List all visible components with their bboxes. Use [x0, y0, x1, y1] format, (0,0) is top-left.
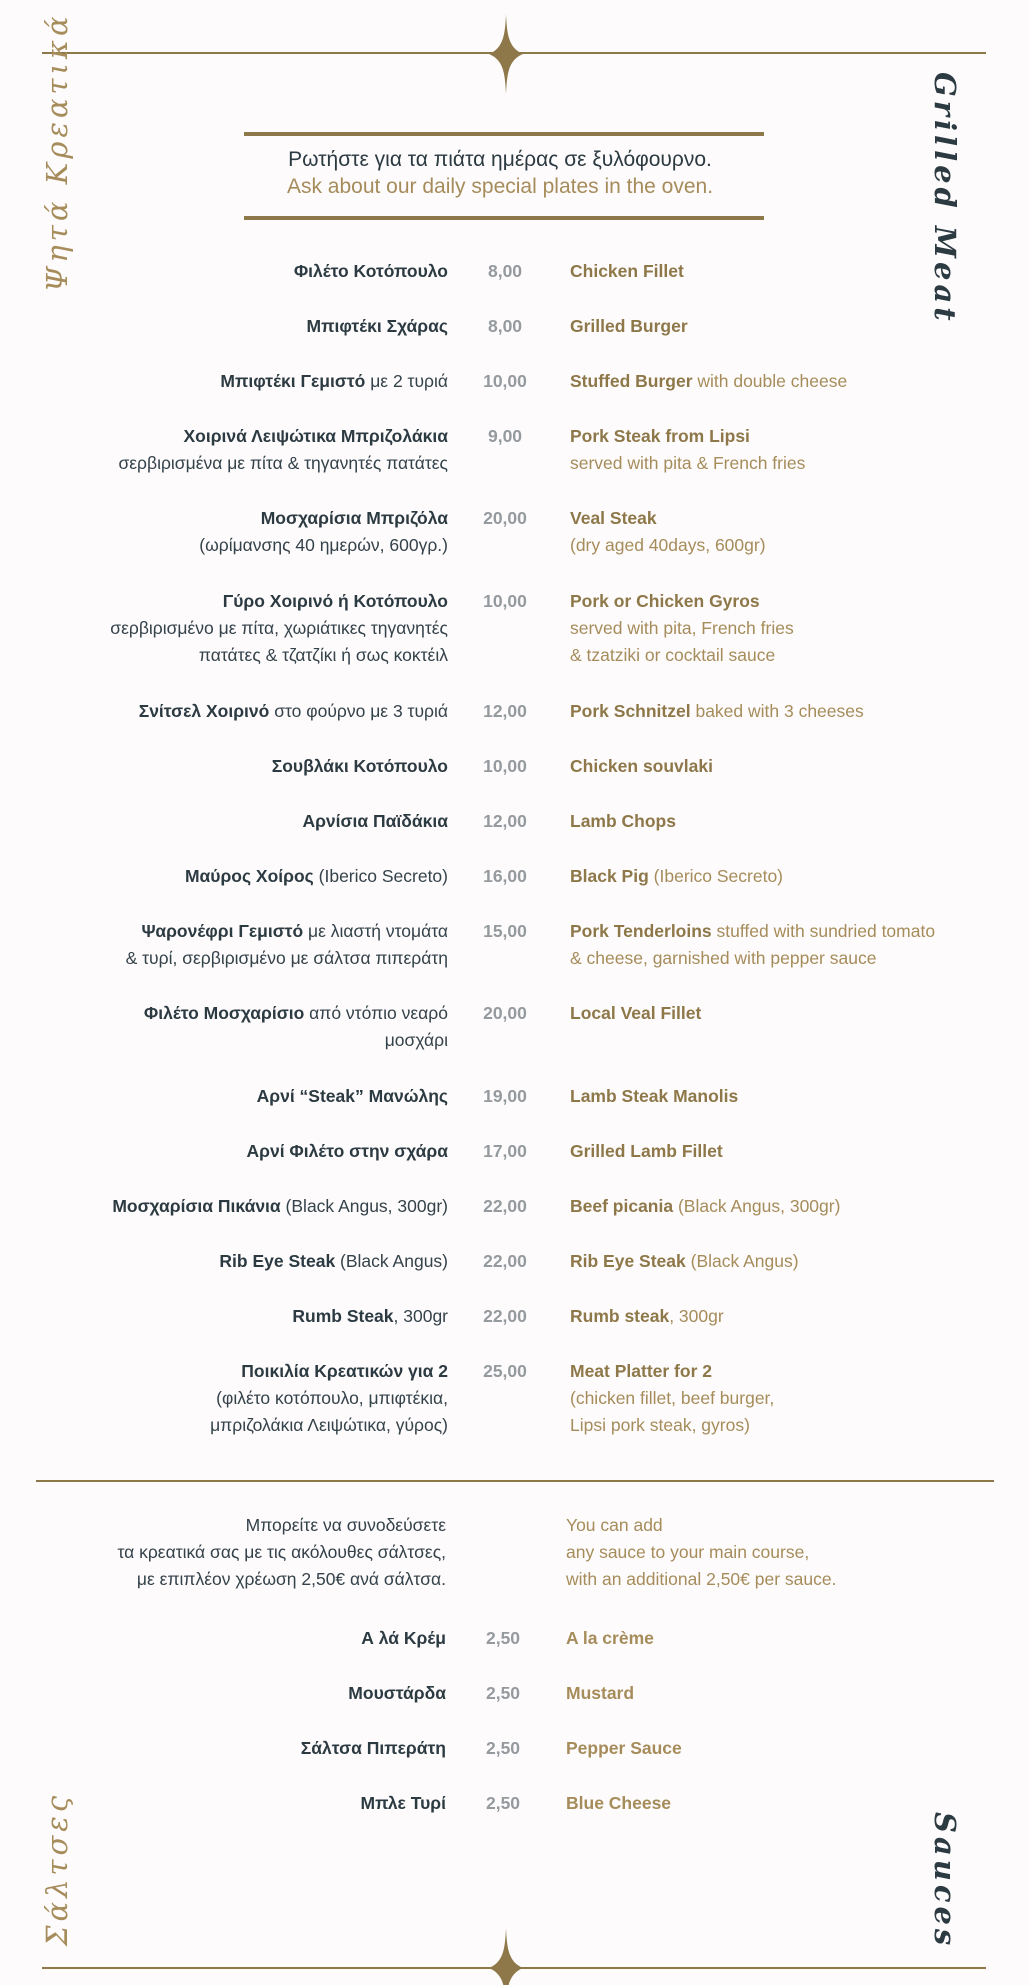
menu-item-greek [28, 753, 448, 780]
sauce-note-english-line: any sauce to your main course, [566, 1542, 810, 1562]
side-title-sauces-english: Sauces [928, 1812, 962, 1950]
menu-item-english-name: Local Veal Fillet [570, 1003, 702, 1023]
menu-item-greek [28, 918, 448, 972]
sauce-greek-name: Μπλε Τυρί [360, 1793, 446, 1813]
menu-item-english [570, 1138, 990, 1165]
menu-item-price: 15,00 [483, 921, 527, 941]
menu-item-english-name: Grilled Burger [570, 316, 688, 336]
sauce-greek [26, 1735, 446, 1762]
menu-item-greek [28, 1138, 448, 1165]
menu-item-greek-name: Αρνί “Steak” Μανώλης [256, 1086, 448, 1106]
sauce-greek-name: Α λά Κρέμ [361, 1628, 446, 1648]
menu-item-price: 25,00 [483, 1361, 527, 1381]
menu-item-greek-name: Σνίτσελ Χοιρινό [138, 701, 270, 721]
menu-item-greek-extra: με λιαστή ντομάτα [303, 921, 448, 941]
menu-item-greek-description: (ωρίμανσης 40 ημερών, 600γρ.) [199, 535, 448, 555]
menu-item-greek-description: σερβιρισμένα με πίτα & τηγανητές πατάτες [118, 453, 448, 473]
menu-item-english-name: Lamb Steak Manolis [570, 1086, 739, 1106]
menu-item-greek-name: Μπιφτέκι Σχάρας [306, 316, 448, 336]
menu-item-greek-extra: με 2 τυριά [365, 371, 448, 391]
menu-item-price: 8,00 [487, 316, 523, 336]
menu-item-english [570, 505, 990, 559]
menu-item-english-description: & tzatziki or cocktail sauce [570, 645, 776, 665]
menu-item-greek [28, 1193, 448, 1220]
sauce-price: 2,50 [485, 1628, 521, 1648]
menu-item-english [570, 1000, 990, 1027]
sauce-greek-name: Μουστάρδα [348, 1683, 446, 1703]
menu-item-english [570, 368, 990, 395]
intro-top-rule [244, 132, 764, 136]
menu-item-english [570, 863, 990, 890]
sauce-note-english-line: You can add [566, 1515, 663, 1535]
sauce-english [566, 1735, 986, 1762]
menu-item-greek-name: Rumb Steak [292, 1306, 394, 1326]
menu-item-price: 10,00 [483, 371, 527, 391]
menu-item-english-name: Pork or Chicken Gyros [570, 591, 760, 611]
sauce-greek [26, 1790, 446, 1817]
menu-item-greek-name: Φιλέτο Κοτόπουλο [293, 261, 448, 281]
menu-item-price: 20,00 [483, 1003, 527, 1023]
star-ornament-icon [489, 14, 523, 94]
menu-item-greek [28, 588, 448, 669]
sauce-note-greek-line: με επιπλέον χρέωση 2,50€ ανά σάλτσα. [136, 1569, 446, 1589]
menu-item-greek-extra: στο φούρνο με 3 τυριά [269, 701, 448, 721]
menu-item-english [570, 753, 990, 780]
menu-item-greek [28, 313, 448, 340]
menu-item-price: 22,00 [483, 1306, 527, 1326]
menu-item-greek-description: μοσχάρι [384, 1030, 448, 1050]
menu-item-greek [28, 1000, 448, 1054]
menu-item-english [570, 588, 990, 669]
menu-item-greek [28, 863, 448, 890]
menu-item-greek [28, 423, 448, 477]
menu-item-price: 12,00 [483, 811, 527, 831]
menu-item-price: 17,00 [483, 1141, 527, 1161]
menu-item-greek-name: Σουβλάκι Κοτόπουλο [271, 756, 448, 776]
intro-bottom-rule [244, 216, 764, 220]
side-title-grilled-meat-english: Grilled Meat [928, 72, 962, 325]
menu-item-english-extra: (Black Angus) [685, 1251, 799, 1271]
menu-item-greek-name: Rib Eye Steak [219, 1251, 336, 1271]
sauce-english [566, 1625, 986, 1652]
sauce-note-greek-line: τα κρεατικά σας με τις ακόλουθες σάλτσες, [117, 1542, 446, 1562]
menu-item-english [570, 313, 990, 340]
menu-item-english-description: served with pita & French fries [570, 453, 806, 473]
sauce-english-name: Pepper Sauce [566, 1738, 682, 1758]
menu-item-greek-description: (φιλέτο κοτόπουλο, μπιφτέκια, [216, 1388, 448, 1408]
menu-item-english-name: Pork Tenderloins [570, 921, 712, 941]
menu-item-greek-name: Φιλέτο Μοσχαρίσιο [143, 1003, 305, 1023]
menu-item-greek-name: Γύρο Χοιρινό ή Κοτόπουλο [222, 591, 448, 611]
sauce-price: 2,50 [485, 1738, 521, 1758]
menu-item-greek-name: Αρνίσια Παϊδάκια [302, 811, 448, 831]
menu-item-price: 12,00 [483, 701, 527, 721]
menu-item-price: 10,00 [483, 591, 527, 611]
menu-item-english-extra: baked with 3 cheeses [690, 701, 864, 721]
menu-item-english [570, 423, 990, 477]
menu-item-english-description: & cheese, garnished with pepper sauce [570, 948, 877, 968]
menu-item-greek [28, 1248, 448, 1275]
menu-item-english-name: Rumb steak [570, 1306, 670, 1326]
menu-item-english [570, 1303, 990, 1330]
intro-notice [230, 146, 770, 200]
menu-item-greek [28, 368, 448, 395]
menu-item-price: 19,00 [483, 1086, 527, 1106]
menu-item-english-name: Veal Steak [570, 508, 657, 528]
sauce-price: 2,50 [485, 1683, 521, 1703]
menu-item-english [570, 918, 990, 972]
menu-item-english [570, 808, 990, 835]
menu-item-english-extra: with double cheese [692, 371, 848, 391]
menu-item-greek-description: σερβιρισμένο με πίτα, χωριάτικες τηγανητές [110, 618, 448, 638]
menu-item-price: 10,00 [483, 756, 527, 776]
menu-item-english-description: (dry aged 40days, 600gr) [570, 535, 766, 555]
sauce-english-name: A la crème [566, 1628, 654, 1648]
sauce-greek [26, 1680, 446, 1707]
menu-item-greek [28, 258, 448, 285]
menu-item-english-extra: , 300gr [669, 1306, 724, 1326]
sauce-english-name: Mustard [566, 1683, 635, 1703]
menu-item-greek-description: μπριζολάκια Λειψώτικα, γύρος) [210, 1415, 448, 1435]
menu-item-greek-extra: από ντόπιο νεαρό [304, 1003, 448, 1023]
menu-item-price: 22,00 [483, 1251, 527, 1271]
menu-item-english-extra: stuffed with sundried tomato [711, 921, 936, 941]
menu-item-greek [28, 505, 448, 559]
menu-item-english [570, 698, 990, 725]
menu-item-greek-name: Ποικιλία Κρεατικών για 2 [241, 1361, 448, 1381]
sauce-note-english [566, 1512, 986, 1593]
sauce-note-greek [26, 1512, 446, 1593]
intro-english: Ask about our daily special plates in the oven. [286, 175, 714, 198]
menu-item-greek-description: πατάτες & τζατζίκι ή σως κοκτέιλ [198, 645, 448, 665]
menu-item-english [570, 258, 990, 285]
sauce-greek-name: Σάλτσα Πιπεράτη [300, 1738, 446, 1758]
menu-item-english-name: Pork Schnitzel [570, 701, 691, 721]
menu-item-greek-extra: (Iberico Secreto) [313, 866, 448, 886]
menu-item-greek-name: Μαύρος Χοίρος [184, 866, 314, 886]
menu-item-english-name: Chicken Fillet [570, 261, 684, 281]
menu-item-english-description: Lipsi pork steak, gyros) [570, 1415, 750, 1435]
menu-item-greek-description: & τυρί, σερβιρισμένο με σάλτσα πιπεράτη [125, 948, 448, 968]
sauce-english-name: Blue Cheese [566, 1793, 672, 1813]
menu-item-english [570, 1193, 990, 1220]
menu-item-english-name: Pork Steak from Lipsi [570, 426, 750, 446]
menu-item-english-extra: (Black Angus, 300gr) [673, 1196, 841, 1216]
section-divider [36, 1480, 994, 1482]
menu-item-price: 16,00 [483, 866, 527, 886]
menu-item-price: 20,00 [483, 508, 527, 528]
intro-greek: Ρωτήστε για τα πιάτα ημέρας σε ξυλόφουρνο. [288, 148, 712, 171]
side-title-sauces-greek: Σάλτσες [40, 1791, 74, 1946]
menu-item-english [570, 1083, 990, 1110]
menu-item-english-extra: (Iberico Secreto) [648, 866, 784, 886]
menu-item-greek-extra: , 300gr [393, 1306, 448, 1326]
menu-item-english-name: Rib Eye Steak [570, 1251, 686, 1271]
menu-item-english [570, 1248, 990, 1275]
menu-item-greek [28, 1358, 448, 1439]
menu-item-price: 9,00 [487, 426, 523, 446]
sauce-greek [26, 1625, 446, 1652]
star-ornament-icon [489, 1928, 523, 1985]
menu-item-english-name: Stuffed Burger [570, 371, 693, 391]
menu-item-greek-name: Μοσχαρίσια Μπριζόλα [260, 508, 448, 528]
menu-item-english-name: Beef picania [570, 1196, 674, 1216]
menu-item-english-name: Grilled Lamb Fillet [570, 1141, 723, 1161]
side-title-grilled-meat-greek: Ψητά Κρεατικά [40, 12, 74, 292]
menu-item-greek-name: Αρνί Φιλέτο στην σχάρα [246, 1141, 448, 1161]
sauce-english [566, 1680, 986, 1707]
sauce-note-english-line: with an additional 2,50€ per sauce. [566, 1569, 837, 1589]
menu-item-greek-name: Ψαρονέφρι Γεμιστό [141, 921, 304, 941]
menu-item-english-name: Meat Platter for 2 [570, 1361, 712, 1381]
menu-item-greek-extra: (Black Angus, 300gr) [280, 1196, 448, 1216]
sauce-note-greek-line: Μπορείτε να συνοδεύσετε [245, 1515, 446, 1535]
menu-item-greek-name: Χοιρινά Λειψώτικα Μπριζολάκια [183, 426, 448, 446]
menu-item-greek-extra: (Black Angus) [335, 1251, 448, 1271]
menu-item-greek [28, 1303, 448, 1330]
menu-item-english-name: Black Pig [570, 866, 649, 886]
menu-item-price: 22,00 [483, 1196, 527, 1216]
menu-item-greek [28, 698, 448, 725]
menu-item-greek [28, 1083, 448, 1110]
menu-item-english-name: Chicken souvlaki [570, 756, 713, 776]
menu-item-greek-name: Μπιφτέκι Γεμιστό [220, 371, 366, 391]
sauce-price: 2,50 [485, 1793, 521, 1813]
menu-item-price: 8,00 [487, 261, 523, 281]
menu-item-english [570, 1358, 990, 1439]
sauce-english [566, 1790, 986, 1817]
menu-item-english-name: Lamb Chops [570, 811, 676, 831]
menu-item-greek-name: Μοσχαρίσια Πικάνια [112, 1196, 281, 1216]
menu-item-greek [28, 808, 448, 835]
menu-item-english-description: (chicken fillet, beef burger, [570, 1388, 775, 1408]
menu-item-english-description: served with pita, French fries [570, 618, 794, 638]
